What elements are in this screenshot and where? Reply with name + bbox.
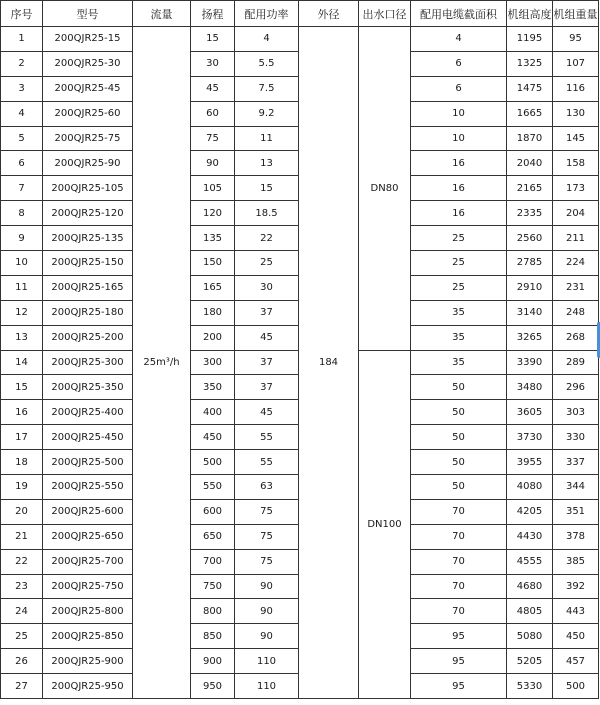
height-cell: 3730 <box>507 425 553 450</box>
row-number: 16 <box>1 400 43 425</box>
model-cell: 200QJR25-30 <box>43 51 133 76</box>
power-cell: 18.5 <box>235 201 299 226</box>
model-cell: 200QJR25-500 <box>43 450 133 475</box>
cable-cell: 35 <box>411 325 507 350</box>
cable-cell: 25 <box>411 275 507 300</box>
height-cell: 3140 <box>507 300 553 325</box>
height-cell: 4680 <box>507 574 553 599</box>
outlet-cell: DN80 <box>359 27 411 351</box>
weight-cell: 296 <box>553 375 599 400</box>
header-no: 序号 <box>1 1 43 27</box>
power-cell: 37 <box>235 375 299 400</box>
power-cell: 9.2 <box>235 101 299 126</box>
row-number: 7 <box>1 176 43 201</box>
head-cell: 120 <box>191 201 235 226</box>
height-cell: 5330 <box>507 674 553 699</box>
power-cell: 30 <box>235 275 299 300</box>
header-head: 扬程 <box>191 1 235 27</box>
head-cell: 135 <box>191 226 235 251</box>
cable-cell: 70 <box>411 574 507 599</box>
power-cell: 55 <box>235 425 299 450</box>
height-cell: 2785 <box>507 251 553 276</box>
row-number: 26 <box>1 649 43 674</box>
cable-cell: 25 <box>411 251 507 276</box>
header-row <box>1 1 599 27</box>
row-number: 4 <box>1 101 43 126</box>
height-cell: 1195 <box>507 27 553 52</box>
height-cell: 2335 <box>507 201 553 226</box>
head-cell: 950 <box>191 674 235 699</box>
cable-cell: 16 <box>411 151 507 176</box>
height-cell: 3955 <box>507 450 553 475</box>
cable-cell: 6 <box>411 51 507 76</box>
cable-cell: 50 <box>411 475 507 500</box>
head-cell: 180 <box>191 300 235 325</box>
row-number: 15 <box>1 375 43 400</box>
power-cell: 75 <box>235 524 299 549</box>
weight-cell: 116 <box>553 76 599 101</box>
model-cell: 200QJR25-200 <box>43 325 133 350</box>
head-cell: 900 <box>191 649 235 674</box>
height-cell: 3605 <box>507 400 553 425</box>
weight-cell: 173 <box>553 176 599 201</box>
outer-diameter-cell: 184 <box>299 27 359 699</box>
row-number: 8 <box>1 201 43 226</box>
weight-cell: 351 <box>553 499 599 524</box>
power-cell: 63 <box>235 475 299 500</box>
model-cell: 200QJR25-900 <box>43 649 133 674</box>
power-cell: 110 <box>235 649 299 674</box>
head-cell: 150 <box>191 251 235 276</box>
weight-cell: 450 <box>553 624 599 649</box>
cable-cell: 16 <box>411 201 507 226</box>
height-cell: 1475 <box>507 76 553 101</box>
model-cell: 200QJR25-650 <box>43 524 133 549</box>
power-cell: 55 <box>235 450 299 475</box>
model-cell: 200QJR25-75 <box>43 126 133 151</box>
row-number: 9 <box>1 226 43 251</box>
power-cell: 90 <box>235 624 299 649</box>
head-cell: 165 <box>191 275 235 300</box>
power-cell: 75 <box>235 549 299 574</box>
height-cell: 3480 <box>507 375 553 400</box>
model-cell: 200QJR25-550 <box>43 475 133 500</box>
cable-cell: 70 <box>411 524 507 549</box>
weight-cell: 392 <box>553 574 599 599</box>
weight-cell: 130 <box>553 101 599 126</box>
head-cell: 550 <box>191 475 235 500</box>
height-cell: 2560 <box>507 226 553 251</box>
model-cell: 200QJR25-135 <box>43 226 133 251</box>
head-cell: 200 <box>191 325 235 350</box>
row-number: 22 <box>1 549 43 574</box>
power-cell: 22 <box>235 226 299 251</box>
weight-cell: 107 <box>553 51 599 76</box>
cable-cell: 10 <box>411 126 507 151</box>
header-flow: 流量 <box>133 1 191 27</box>
height-cell: 4080 <box>507 475 553 500</box>
power-cell: 7.5 <box>235 76 299 101</box>
head-cell: 60 <box>191 101 235 126</box>
cable-cell: 95 <box>411 649 507 674</box>
weight-cell: 204 <box>553 201 599 226</box>
height-cell: 2910 <box>507 275 553 300</box>
cable-cell: 35 <box>411 350 507 375</box>
weight-cell: 248 <box>553 300 599 325</box>
header-height: 机组高度 <box>507 1 553 27</box>
row-number: 13 <box>1 325 43 350</box>
weight-cell: 500 <box>553 674 599 699</box>
model-cell: 200QJR25-120 <box>43 201 133 226</box>
row-number: 18 <box>1 450 43 475</box>
header-weight: 机组重量 <box>553 1 599 27</box>
height-cell: 1665 <box>507 101 553 126</box>
row-number: 14 <box>1 350 43 375</box>
height-cell: 5080 <box>507 624 553 649</box>
cable-cell: 95 <box>411 624 507 649</box>
row-number: 24 <box>1 599 43 624</box>
head-cell: 350 <box>191 375 235 400</box>
cable-cell: 10 <box>411 101 507 126</box>
power-cell: 45 <box>235 325 299 350</box>
height-cell: 4555 <box>507 549 553 574</box>
row-number: 3 <box>1 76 43 101</box>
row-number: 20 <box>1 499 43 524</box>
weight-cell: 378 <box>553 524 599 549</box>
row-number: 2 <box>1 51 43 76</box>
table-body <box>1 27 599 699</box>
cable-cell: 70 <box>411 549 507 574</box>
power-cell: 37 <box>235 350 299 375</box>
power-cell: 110 <box>235 674 299 699</box>
power-cell: 5.5 <box>235 51 299 76</box>
row-number: 12 <box>1 300 43 325</box>
cable-cell: 50 <box>411 425 507 450</box>
model-cell: 200QJR25-700 <box>43 549 133 574</box>
row-number: 25 <box>1 624 43 649</box>
header-outer-diameter: 外径 <box>299 1 359 27</box>
power-cell: 90 <box>235 599 299 624</box>
header-outlet: 出水口径 <box>359 1 411 27</box>
model-cell: 200QJR25-45 <box>43 76 133 101</box>
row-number: 5 <box>1 126 43 151</box>
row-number: 11 <box>1 275 43 300</box>
weight-cell: 330 <box>553 425 599 450</box>
height-cell: 3390 <box>507 350 553 375</box>
height-cell: 4205 <box>507 499 553 524</box>
cable-cell: 50 <box>411 400 507 425</box>
header-power: 配用功率 <box>235 1 299 27</box>
height-cell: 2040 <box>507 151 553 176</box>
head-cell: 650 <box>191 524 235 549</box>
weight-cell: 224 <box>553 251 599 276</box>
row-number: 21 <box>1 524 43 549</box>
model-cell: 200QJR25-300 <box>43 350 133 375</box>
model-cell: 200QJR25-950 <box>43 674 133 699</box>
model-cell: 200QJR25-90 <box>43 151 133 176</box>
header-cable: 配用电缆截面积 <box>411 1 507 27</box>
header-model: 型号 <box>43 1 133 27</box>
row-number: 17 <box>1 425 43 450</box>
head-cell: 105 <box>191 176 235 201</box>
head-cell: 750 <box>191 574 235 599</box>
model-cell: 200QJR25-600 <box>43 499 133 524</box>
row-number: 27 <box>1 674 43 699</box>
row-number: 6 <box>1 151 43 176</box>
model-cell: 200QJR25-60 <box>43 101 133 126</box>
table-row <box>1 27 599 52</box>
weight-cell: 231 <box>553 275 599 300</box>
weight-cell: 344 <box>553 475 599 500</box>
weight-cell: 337 <box>553 450 599 475</box>
height-cell: 1870 <box>507 126 553 151</box>
cable-cell: 50 <box>411 375 507 400</box>
head-cell: 600 <box>191 499 235 524</box>
model-cell: 200QJR25-850 <box>43 624 133 649</box>
height-cell: 2165 <box>507 176 553 201</box>
model-cell: 200QJR25-800 <box>43 599 133 624</box>
head-cell: 850 <box>191 624 235 649</box>
head-cell: 45 <box>191 76 235 101</box>
height-cell: 1325 <box>507 51 553 76</box>
weight-cell: 457 <box>553 649 599 674</box>
model-cell: 200QJR25-350 <box>43 375 133 400</box>
head-cell: 30 <box>191 51 235 76</box>
model-cell: 200QJR25-15 <box>43 27 133 52</box>
cable-cell: 70 <box>411 599 507 624</box>
model-cell: 200QJR25-150 <box>43 251 133 276</box>
head-cell: 90 <box>191 151 235 176</box>
power-cell: 11 <box>235 126 299 151</box>
height-cell: 3265 <box>507 325 553 350</box>
row-number: 10 <box>1 251 43 276</box>
outlet-cell: DN100 <box>359 350 411 698</box>
weight-cell: 158 <box>553 151 599 176</box>
weight-cell: 268 <box>553 325 599 350</box>
power-cell: 13 <box>235 151 299 176</box>
head-cell: 500 <box>191 450 235 475</box>
head-cell: 75 <box>191 126 235 151</box>
power-cell: 45 <box>235 400 299 425</box>
cable-cell: 25 <box>411 226 507 251</box>
cable-cell: 35 <box>411 300 507 325</box>
power-cell: 90 <box>235 574 299 599</box>
cable-cell: 70 <box>411 499 507 524</box>
flow-cell: 25m³/h <box>133 27 191 699</box>
power-cell: 4 <box>235 27 299 52</box>
head-cell: 800 <box>191 599 235 624</box>
height-cell: 4430 <box>507 524 553 549</box>
cable-cell: 16 <box>411 176 507 201</box>
height-cell: 5205 <box>507 649 553 674</box>
weight-cell: 145 <box>553 126 599 151</box>
row-number: 23 <box>1 574 43 599</box>
head-cell: 700 <box>191 549 235 574</box>
row-number: 19 <box>1 475 43 500</box>
power-cell: 25 <box>235 251 299 276</box>
weight-cell: 443 <box>553 599 599 624</box>
row-number: 1 <box>1 27 43 52</box>
weight-cell: 289 <box>553 350 599 375</box>
power-cell: 37 <box>235 300 299 325</box>
cable-cell: 4 <box>411 27 507 52</box>
cable-cell: 6 <box>411 76 507 101</box>
weight-cell: 95 <box>553 27 599 52</box>
head-cell: 400 <box>191 400 235 425</box>
model-cell: 200QJR25-750 <box>43 574 133 599</box>
weight-cell: 385 <box>553 549 599 574</box>
cable-cell: 95 <box>411 674 507 699</box>
head-cell: 450 <box>191 425 235 450</box>
model-cell: 200QJR25-180 <box>43 300 133 325</box>
power-cell: 75 <box>235 499 299 524</box>
head-cell: 300 <box>191 350 235 375</box>
head-cell: 15 <box>191 27 235 52</box>
model-cell: 200QJR25-400 <box>43 400 133 425</box>
model-cell: 200QJR25-450 <box>43 425 133 450</box>
weight-cell: 303 <box>553 400 599 425</box>
weight-cell: 211 <box>553 226 599 251</box>
cable-cell: 50 <box>411 450 507 475</box>
model-cell: 200QJR25-165 <box>43 275 133 300</box>
power-cell: 15 <box>235 176 299 201</box>
model-cell: 200QJR25-105 <box>43 176 133 201</box>
height-cell: 4805 <box>507 599 553 624</box>
